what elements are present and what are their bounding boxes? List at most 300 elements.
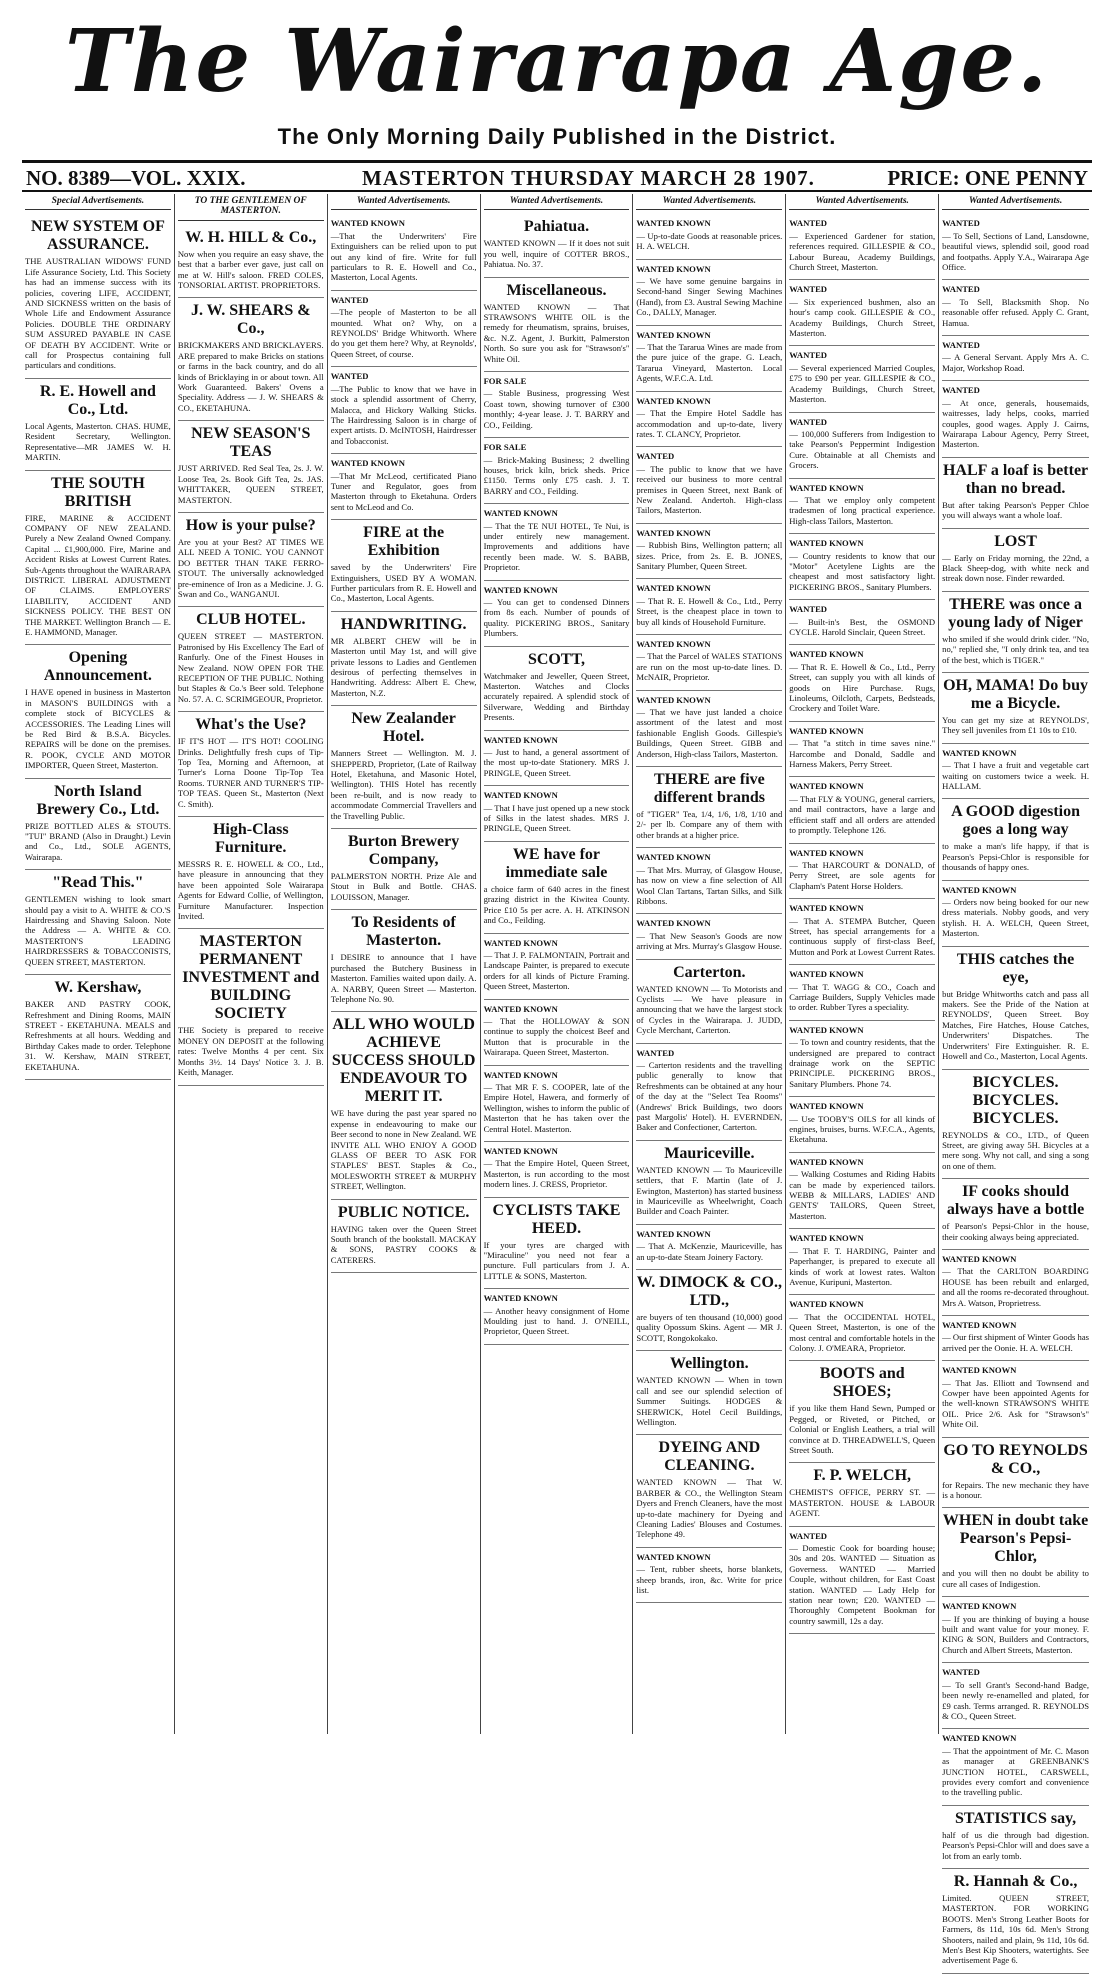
ad-title: THERE are five different brands [653,771,765,807]
ad-body: Are you at your Best? AT TIMES WE ALL NEED A TONIC. YOU CANNOT DO BETTER THAN TAKE FERRO-STOUT. The universally acknowledged pre-eminence of Iron as a Medicine. J. G. Swan and Co., WANGANUI. [177,536,324,599]
advertisement [636,1548,782,1604]
ad-body: — That HARCOURT & DONALD, of Perry Street, are sole agents for Clapham's Patent Horse Holders. [789,859,936,891]
ad-title: WANTED [330,294,369,305]
ad-body: — Our first shipment of Winter Goods has arrived per the Oonie. H. A. WELCH. [942,1332,1089,1353]
ad-title: WANTED KNOWN [636,1551,711,1562]
advertisement [178,929,324,1085]
ad-body: I DESIRE to announce that I have purchased the Butchery Business in Masterton. Families waited upon daily. A. A. NARBY, Queen Street — Masterton. Telephone No. 90. [330,952,477,1004]
ad-title: Wellington. [670,1355,749,1373]
ad-body: if you like them Hand Sewn, Pumped or Pegged, or Riveted, or Pitched, or Colonial or English Leathers, a trial will convince at D. THREADWELL'S, Queen Street South. [789,1403,936,1455]
ad-body: and you will then no doubt be ability to cure all cases of Indigestion. [942,1568,1089,1589]
advertisement [331,910,477,1012]
ad-body: — At once, generals, housemaids, waitresses, lady helps, cooks, married couples, good wages. Apply J. Cairns, Wairarapa Labour Agency, Perry Street, Masterton. [942,397,1089,450]
advertisement [484,1289,630,1345]
advertisement [484,842,630,934]
ad-body: — That the CARLTON BOARDING HOUSE has been rebuilt and enlarged, and all the rooms re-decorated throughout. Mrs A. Watson, Proprietress. [942,1266,1089,1308]
ad-title: WANTED [789,416,828,427]
advertisement [942,381,1089,457]
ad-title: North Island Brewery Co., Ltd. [36,782,160,818]
ad-title: WANTED KNOWN [789,847,864,858]
ad-title: What's the Use? [195,716,307,734]
advertisement [789,1361,935,1463]
ad-body: — That the Empire Hotel, Queen Street, Masterton, is run according to the most modern lines. J. CRESS, Proprietor. [483,1158,630,1190]
advertisement [789,600,935,645]
ad-body: — That I have just opened up a new stock of Silks in the latest shades. MRS J. PRINGLE, Queen Street. [483,802,630,834]
ad-title: WANTED KNOWN [483,790,558,801]
ad-title: IF cooks should always have a bottle [946,1183,1085,1219]
ad-body: — That I have a fruit and vegetable cart waiting on customers twice a week. H. HALLAM. [942,760,1089,791]
advertisement [484,786,630,842]
advertisement [636,848,782,914]
ad-title: WANTED KNOWN [483,1146,558,1156]
ad-body: — That we employ only competent tradesmen of long practical experience. High-class Tailors, Masterton. [789,494,936,526]
price-text: PRICE: ONE PENNY [887,166,1088,190]
advertisement [484,214,630,277]
advertisement [484,1142,630,1198]
advertisement [942,947,1089,1070]
ad-body: — Six experienced bushmen, also an hour's camp cook. GILLESPIE & CO., Academy Buildings, Church Street, Masterton. [789,296,936,339]
advertisement [484,1066,630,1142]
advertisement [789,479,935,535]
ad-title: WANTED [789,1530,828,1541]
ad-body: — That Jas. Elliott and Townsend and Cowper have been appointed Agents for the well-known STRAWSON'S WHITE OIL. Price 2/6. Ask for "Strawson's" White Oil. [942,1377,1089,1430]
advertisement [25,645,171,778]
column-4 [481,194,634,1734]
advertisement [942,214,1089,280]
ad-title: "Read This." [52,874,144,892]
ad-body: — 100,000 Sufferers from Indigestion to take Pearson's Peppermint Indigestion Cure. Obtainable at all Chemists and Grocers. [789,428,936,471]
columns-area [22,194,1092,1966]
advertisement [942,1250,1089,1316]
ad-title: BICYCLES. BICYCLES. BICYCLES. [972,1073,1059,1127]
advertisement [789,346,935,412]
advertisement [331,612,477,706]
ad-body: THE AUSTRALIAN WIDOWS' FUND Life Assurance Society, Ltd. This Society has had an immense success with its policies, covering LIFE, ACCIDENT, AND SICKNESS written on the basis of Whole Life and Endowment Assurance Policies. DOUBLE THE ORDINARY SUM ASSURED PAYABLE IN CASE OF DEATH BY ACCIDENT. Write or call for Prospectus containing full particulars and conditions. [25,256,171,371]
advertisement [178,817,324,929]
ad-title: Carterton. [673,963,746,981]
advertisement [25,471,171,646]
ad-body: BAKER AND PASTRY COOK, Refreshment and Dining Rooms, MAIN STREET - EKETAHUNA. MEALS and Refreshments at all hours. Wedding and Birthday Cakes made to order. Telephone 31. W. Kershaw, MAIN STREET, EKETAHUNA. [25,999,171,1072]
advertisement [636,214,782,259]
ad-title: WANTED KNOWN [789,725,864,736]
ad-body: JUST ARRIVED. Red Seal Tea, 2s. J. W. Loose Tea, 2s. Book Gift Tea, 2s. JAS. WHITTAKER, QUEEN STREET, MASTERTON. [177,463,324,505]
ad-title: WANTED [942,340,980,351]
ad-title: WANTED [942,1667,980,1678]
ad-body: — That the Parcel of WALES STATIONS are run on the most up-to-date lines. D. McNAIR, Proprietor. [636,651,783,683]
ad-body: — That T. WAGG & CO., Coach and Carriage Builders, Supply Vehicles made to order. Rubber Tyres a speciality. [789,981,936,1013]
advertisement [484,1000,630,1066]
advertisement [484,647,630,731]
advertisement [484,278,630,372]
ad-title: WANTED [942,385,980,396]
ad-body: GENTLEMEN wishing to look smart should pay a visit to A. WHITE & CO.'S Hairdressing and Shaving Saloon. Note the Address — A. WHITE & CO. MASTERTON'S LEADING HAIRDRESSERS & TOBACCONISTS, QUEEN STREET, MASTERTON. [25,894,171,967]
advertisement [789,1463,935,1526]
ad-body: WANTED KNOWN — When in town call and see our splendid selection of Summer Suitings. HODGES & SHERWICK, Hotel Cecil Buildings, Wellington. [636,1375,783,1427]
ad-body: for Repairs. The new mechanic they have is a honour. [942,1479,1089,1501]
advertisement [789,899,935,965]
ad-title: WANTED KNOWN [789,482,864,493]
advertisement [789,1153,935,1229]
advertisement [636,447,782,523]
advertisement [789,645,935,721]
ad-body: — Up-to-date Goods at reasonable prices. H. A. WELCH. [636,230,783,252]
ad-title: WANTED KNOWN [636,639,711,649]
advertisement [942,1663,1089,1729]
ad-title: WANTED [789,350,828,361]
advertisement [789,1527,935,1635]
ad-title: WANTED KNOWN [636,395,711,406]
ad-title: FIRE at the Exhibition [363,524,445,560]
ad-title: WANTED [789,218,828,229]
ad-title: WANTED KNOWN [483,1293,558,1304]
advertisement [942,1361,1089,1437]
ad-body: PRIZE BOTTLED ALES & STOUTS. "TUI" BRAND (Also in Draught.) Levin and Co., Ltd., SOLE AGENTS, Wairarapa. [25,820,171,862]
ad-title: WANTED KNOWN [942,1319,1017,1330]
advertisement [178,513,324,607]
advertisement [331,367,477,454]
advertisement [25,379,171,471]
ad-body: — To sell Grant's Second-hand Badge, been newly re-enamelled and plated, for £9 cash. Terms arranged. R. REYNOLDS & CO., Queen Street. [942,1679,1089,1721]
dateline-bar [22,164,1092,190]
ad-body: — That A. STEMPA Butcher, Queen Street, has special arrangements for a continuous supply of first-class Beef, Mutton and Pork at Lowest Current Rates. [789,915,936,957]
ad-body: — Brick-Making Business; 2 dwelling houses, brick kiln, brick sheds. Price £1150. Terms only £75 cash. J. T. BARRY and CO., Feilding. [483,454,630,496]
ad-title: WANTED KNOWN [942,747,1017,758]
ad-body: — Stable Business, progressing West Coast town, showing turnover of £300 monthly; 4-year lease. J. T. BARRY and CO., Feilding. [483,388,630,430]
advertisement [942,1597,1089,1663]
ad-body: — That R. E. Howell & Co., Ltd., Perry Street, is the cheapest place in town to buy all kinds of Household Furniture. [636,595,783,627]
advertisement [636,635,782,691]
column-heading: Wanted Advertisements. [331,194,477,210]
ad-body: —The Public to know that we have in stock a splendid assortment of Cherry, Malacca, and Hickory Walking Sticks. The Hairdressing Saloon is in charge of expert artists. D. McINTOSH, Hairdresser and Tobacconist. [330,383,477,446]
advertisement [789,1229,935,1295]
ad-title: WHEN in doubt take Pearson's Pepsi-Chlor, [942,1512,1089,1566]
ad-title: WANTED [789,604,828,615]
ad-title: WANTED [942,284,980,295]
ad-title: WANTED [789,284,828,295]
ad-body: — That J. P. FALMONTAIN, Portrait and Landscape Painter, is prepared to execute orders for all kinds of Picture Framing. Queen Street, Masterton. [483,949,630,992]
ad-body: — That we have just landed a choice assortment of the latest and most fashionable English Goods. Gillespie's Buildings, Queen Street. GIBB and Anderson, High-class Tailors, Masterton. [636,707,783,759]
dateline-text: MASTERTON THURSDAY MARCH 28 1907. [362,166,815,190]
ad-body: QUEEN STREET — MASTERTON. Patronised by His Excellency The Earl of Ranfurly. One of the Finest Houses in New Zealand. NOW OPEN FOR THE RECEPTION OF THE PUBLIC. Nothing but Staples & Co.'s Beer sold. Telephone No. 57. A. C. SCRIMGEOUR, Proprietor. [177,631,324,704]
ad-body: — That FLY & YOUNG, general carriers, and mail contractors, have a large and efficient staff and all orders are attended to promptly. Telephone 126. [789,793,936,836]
ad-title: WANTED KNOWN [789,1156,864,1167]
ad-title: PUBLIC NOTICE. [337,1203,470,1221]
ad-body: IF IT'S HOT — IT'S HOT! COOLING Drinks. Delightfully fresh cups of Tip-Top Tea, Morning and Afternoon, at Turner's Lorna Doone Tip-Top Tea Rooms. TURNER AND TURNER'S TIP-TOP TEAS. Queen St., Masterton (Next C. Smith). [177,736,324,809]
advertisement [331,1012,477,1199]
ad-title: WANTED KNOWN [483,937,558,948]
advertisement [789,722,935,778]
ad-title: MASTERTON PERMANENT INVESTMENT and BUILDING SOCIETY [182,933,320,1023]
advertisement [942,1179,1089,1250]
ad-title: WANTED KNOWN [483,508,558,519]
ad-title: WANTED KNOWN [942,1733,1017,1744]
advertisement [942,1729,1089,1805]
advertisement [178,421,324,513]
ad-title: WANTED KNOWN [789,1299,864,1310]
ad-body: — Tent, rubber sheets, horse blankets, sheep brands, iron, &c. Write for price list. [636,1564,783,1595]
ad-body: PALMERSTON NORTH. Prize Ale and Stout in Bulk and Bottle. CHAS. LOUISSON, Manager. [330,871,477,902]
column-heading: Wanted Advertisements. [636,194,782,210]
column-heading: Special Advertisements. [25,194,171,210]
ad-title: WANTED [942,218,980,229]
advertisement [789,413,935,479]
advertisement [636,524,782,580]
ad-title: WANTED KNOWN [789,969,864,980]
ad-title: ALL WHO WOULD ACHIEVE SUCCESS SHOULD ENDEAVOUR TO MERIT IT. [331,1016,476,1106]
ad-title: NEW SEASON'S TEAS [191,425,311,461]
ad-body: Now when you require an easy shave, the best that a barber ever gave, just call on me at W. Hill's saloon. FRED COLES, TONSORIAL ARTIST. PROPRIETORS. [177,248,324,291]
ad-body: WANTED KNOWN — That W. BARBER & CO., the Wellington Steam Dyers and French Cleaners, have the most up-to-date machinery for Dyeing and Cleaning Ladies' Blouses and Costumes. Telephone 49. [636,1477,783,1540]
ad-body: WANTED KNOWN — That STRAWSON'S WHITE OIL is the remedy for rheumatism, sprains, bruises, &c. N.Z. Agent, J. Burkitt, Palmerston North. So sure you ask for "Strawson's" White Oil. [483,301,630,364]
ad-title: WANTED [636,451,675,462]
ad-title: FOR SALE [483,442,527,453]
ad-body: saved by the Underwriters' Fire Extinguishers, USED BY A WOMAN. Further particulars from R. E. Howell and Co., Masterton, Local Agents. [330,562,477,604]
advertisement [636,1351,782,1435]
ad-title: WANTED KNOWN [789,538,864,549]
advertisement [636,1270,782,1351]
ad-body: of Pearson's Pepsi-Chlor in the house, their cooking always being appreciated. [942,1221,1089,1242]
ad-title: HALF a loaf is better than no bread. [942,461,1089,497]
ad-title: Miscellaneous. [506,281,607,299]
ad-title: WANTED KNOWN [483,1069,558,1080]
advertisement [942,529,1089,592]
ad-body: — That the OCCIDENTAL HOTEL, Queen Street, Masterton, is one of the most central and comfortable hotels in the Colony. J. O'MEARA, Proprietor. [789,1311,936,1353]
ad-title: WANTED KNOWN [483,1003,558,1014]
ad-body: — If you are thinking of buying a house built and want value for your money. F. KING & SON, Builders and Contractors, Church and Albert Streets, Masterton. [942,1613,1089,1655]
ad-body: But after taking Pearson's Pepper Chloe you will always want a whole loaf. [942,499,1089,521]
ad-title: WANTED KNOWN [636,852,711,863]
advertisement [484,372,630,438]
advertisement [636,914,782,959]
ad-body: WANTED KNOWN — To Mauriceville settlers, that F. Martin (late of J. Ewington, Masterton) has started business in Mauriceville as Wheelwright, Coach Builder and Coach Painter. [636,1164,783,1217]
ad-title: W. Kershaw, [54,979,142,997]
advertisement [942,799,1089,880]
ad-body: — That F. T. HARDING, Painter and Paperhanger, is prepared to execute all kinds of work at lowest rates. Walton Avenue, Kuripuni, Masterton. [789,1245,936,1287]
ad-body: WE have during the past year spared no expense in endeavouring to make our Beer second to none in New Zealand. WE INVITE ALL WHO ENJOY A GOOD GLASS OF BEER TO ASK FOR STAPLES' BEST. Staples & Co., MOLESWORTH STREET & MURPHY STREET, Wellington. [330,1108,477,1192]
advertisement [789,844,935,900]
ad-body: — To town and country residents, that the undersigned are prepared to contract drainage work on the SEPTIC PRINCIPLE. PICKERING BROS., Sanitary Plumbers. Phone 74. [789,1037,936,1089]
advertisement [636,960,782,1044]
ad-body: — Built-in's Best, the OSMOND CYCLE. Harold Sinclair, Queen Street. [789,616,936,637]
ad-title: WANTED KNOWN [330,458,405,469]
ad-title: WANTED KNOWN [636,694,711,705]
ad-body: Limited. QUEEN STREET, MASTERTON. FOR WORKING BOOTS. Men's Strong Leather Boots for Farmers, 8s 11d, 10s 6d. Men's Strong Shooters, nailed and plain, 9s 11d, 10s 6d. Men's Best Kip Shooters, watertights. See advertisement Page 6. [942,1892,1089,1966]
advertisement [636,1225,782,1270]
advertisement [25,975,171,1080]
ad-body: — That MR F. S. COOPER, late of the Empire Hotel, Hawera, and formerly of Wellington, wishes to inform the public of Masterton that he has taken over the Central Hotel. Masterton. [483,1081,630,1134]
ad-title: A GOOD digestion goes a long way [951,803,1081,839]
ad-body: — To Sell, Sections of Land, Lansdowne, beautiful views, splendid soil, good road and footpaths. Apply Y.A., Wairarapa Age Office. [942,230,1089,273]
advertisement [942,1806,1089,1869]
ad-title: OH, MAMA! Do buy me a Bicycle. [943,676,1088,712]
advertisement [942,336,1089,381]
advertisement [178,712,324,817]
advertisement [331,706,477,829]
ad-body: MESSRS R. E. HOWELL & CO., Ltd., have pleasure in announcing that they have been appointed Sole Wairarapa Agents for Edward Collie, of Wellington, Furniture Manufacturer. Inspection Invited. [177,859,324,922]
advertisement [331,520,477,612]
ad-title: WANTED KNOWN [789,1024,864,1035]
advertisement [789,965,935,1021]
ad-body: — That R. E. Howell & Co., Ltd., Perry Street, can supply you with all kinds of goods on Hire Purchase. Rugs, Linoleums, Oilcloth, Carpets, Bedsteads, Crockery and Toilet Ware. [789,661,936,714]
advertisement [484,731,630,787]
ad-title: Mauriceville. [664,1144,755,1162]
column-heading: Wanted Advertisements. [942,194,1089,210]
ad-title: WANTED [636,1047,675,1058]
ad-body: — Carterton residents and the travelling public generally to know that Refreshments can be obtained at any hour of the day at the "Select Tea Rooms" (Andrews' Brick Buildings, two doors past Margolis' Hotel). H. EVERNDEN, Baker and Confectioner, Carterton. [636,1059,783,1133]
ad-body: — Another heavy consignment of Home Moulding just to hand. J. O'NEILL, Proprietor, Queen Street. [483,1305,630,1337]
ad-title: R. E. Howell and Co., Ltd. [39,382,156,418]
ad-body: half of us die through bad digestion. Pearson's Pepsi-Chlor will and does save a lot from an early tomb. [942,1829,1089,1861]
advertisement [331,454,477,520]
ad-body: — That the Tararua Wines are made from the pure juice of the grape. G. Leach, Tararua Vineyard, Masterton. Local Agents, W.F.C.A. Ltd. [636,342,783,384]
advertisement [25,870,171,975]
ad-body: — Just to hand, a general assortment of the most up-to-date Stationery. MRS J. PRINGLE, Queen Street. [483,747,630,778]
ad-body: — Early on Friday morning, the 22nd, a Black Sheep-dog, with white neck and streak down nose. Finder rewarded. [942,552,1089,584]
ad-body: If your tyres are charged with "Miraculine" you need not fear a puncture. Full particulars from J. A. LITTLE & SONS, Masterton. [483,1239,630,1281]
advertisement [942,1438,1089,1509]
advertisement [25,214,171,378]
ad-body: — Domestic Cook for boarding house; 30s and 20s. WANTED — Situation as Governess. WANTED — Married Couple, without children, for East Coast station. WANTED — Lady Help for station near town; £20. WANTED — Thoroughly Competent Bookman for country sawmill, 12s a day. [789,1543,936,1626]
ad-body: —That Mr McLeod, certificated Piano Tuner and Regulator, goes from Masterton through to Eketahuna. Orders sent to McLeod and Co. [330,470,477,512]
ad-title: WANTED KNOWN [636,527,711,538]
ad-body: BRICKMAKERS AND BRICKLAYERS. ARE prepared to make Bricks on stations or farms in the back country, and do all kinds of Bricklaying in or about town. All Work Guaranteed. Bakers' Ovens a Speciality. Address — J. W. SHEARS & CO., EKETAHUNA. [177,340,324,413]
masthead-tagline: The Only Morning Daily Published in the District. [277,124,837,149]
ad-body: — Several experienced Married Couples, £75 to £90 per year. GILLESPIE & CO., Academy Buildings, Church Street, Masterton. [789,362,936,405]
ad-title: WANTED KNOWN [942,1253,1017,1264]
advertisement [331,291,477,367]
ad-title: W. H. HILL & Co., [185,228,317,246]
ad-body: — That Mrs. Murray, of Glasgow House, has now on view a fine selection of All Wool Clan Tartans, Tartan Silks, and Silk Ribbons. [636,864,783,906]
column-6 [786,194,939,1734]
advertisement [178,298,324,421]
advertisement [942,1316,1089,1361]
ad-title: To Residents of Masterton. [351,914,456,950]
ad-body: — Walking Costumes and Riding Habits can be made by experienced tailors. WEBB & MILLARS, LADIES' AND GENTS' TAILORS, Queen Street, Masterton. [789,1169,936,1221]
advertisement [789,534,935,600]
ad-body: Local Agents, Masterton. CHAS. HUME, Resident Secretary, Wellington. Representative—MR JAMES W. H. MARTIN. [25,420,171,463]
advertisement [178,607,324,712]
ad-body: — We have some genuine bargains in Second-hand Singer Sewing Machines (Hand), from £3. Austral Sewing Machine Co., DALLY, Manager. [636,276,783,318]
advertisement [789,1097,935,1153]
advertisement [484,504,630,580]
ad-body: You can get my size at REYNOLDS', They sell juveniles from £1 10s to £10. [942,714,1089,736]
ad-body: — Rubbish Bins, Wellington pattern; all sizes. Price, from 2s. E. B. JONES, Sanitary Plumber, Queen Street. [636,540,783,571]
advertisement [789,777,935,843]
masthead-title: The Wairarapa Age. [64,11,1050,112]
advertisement [942,744,1089,800]
ad-title: Opening Announcement. [43,649,152,685]
ad-title: GO TO REYNOLDS & CO., [943,1441,1088,1477]
ad-title: W. DIMOCK & CO., LTD., [636,1274,782,1310]
advertisement [942,1869,1089,1974]
ad-body: HAVING taken over the Queen Street South branch of the bookstall. MACKAY & SONS, PASTRY COOKS & CATERERS. [330,1223,477,1265]
ad-title: WANTED KNOWN [942,1365,1017,1376]
advertisement [178,225,324,299]
ad-title: FOR SALE [483,376,527,387]
ad-title: WANTED KNOWN [789,1101,864,1112]
advertisement [484,581,630,647]
ad-body: — The public to know that we have received our business to more central premises in Queen Street, next Bank of New Zealand. Andertoh. High-class Tailors, Masterton. [636,463,783,516]
ad-body: — That A. McKenzie, Mauriceville, has an up-to-date Steam Joinery Factory. [636,1241,783,1262]
column-2 [175,194,328,1734]
ad-title: THIS catches the eye, [956,950,1075,986]
advertisement [636,1141,782,1225]
column-3 [328,194,481,1734]
ad-body: but Bridge Whitworths catch and pass all makers. See the Pride of the Nation at REYNOLDS', Queen Street. Boy Matches, Fire Hatches, House Catches, Underwriters' Dispatches. The Underwriters' Fire Extinguisher. R. E. Howell and Co., Masterton, Local Agents. [942,988,1089,1062]
ad-body: MR ALBERT CHEW will be in Masterton until May 1st, and will give private lessons to Ladies and Gentlemen desirous of perfecting themselves in Handwriting. Address: Albert E. Chew, Masterton, N.Z. [330,635,477,698]
ad-title: WANTED KNOWN [789,1233,864,1244]
column-heading: TO THE GENTLEMEN OF MASTERTON. [178,194,324,221]
advertisement [789,280,935,346]
ad-body: — That "a stitch in time saves nine." Harcombe and Donald, Saddle and Harness Makers, Perry Street. [789,738,936,770]
advertisement [789,214,935,280]
ad-title: WANTED KNOWN [483,734,558,745]
ad-body: — Country residents to know that our "Motor" Acetylene Lights are the cheapest and most satisfactory light. PICKERING BROS., Sanitary Plumbers. [789,550,936,592]
ad-title: WANTED KNOWN [636,918,711,929]
ad-body: who smiled if she would drink cider. "No, no," replied she, "I only drink tea, and tea of the best, which is TIGER." [942,633,1089,665]
ad-title: High-Class Furniture. [212,821,289,857]
advertisement [942,1508,1089,1597]
ad-body: a choice farm of 640 acres in the finest grazing district in the Kiwitea County. Price £10 5s per acre. A. H. ATKINSON and Co., Feilding. [483,883,630,926]
ad-title: F. P. WELCH, [813,1467,912,1485]
ad-title: STATISTICS say, [954,1809,1077,1827]
masthead-rule-top [22,160,1092,163]
ad-title: WANTED [330,371,369,382]
ad-title: HANDWRITING. [340,615,467,633]
advertisement [636,1044,782,1141]
ad-body: are buyers of ten thousand (10,000) good quality Opossum Skins. Agent — MR J. SCOTT, Rongokokako. [636,1312,783,1343]
advertisement [636,691,782,767]
ad-body: WANTED KNOWN — If it does not suit you well, inquire of COTTER BROS., Pahiatua. No. 37. [483,238,630,270]
ad-body: — Use TOOBY'S OILS for all kinds of engines, bruises, burns. W.F.C.A., Agents, Eketahuna. [789,1113,936,1145]
advertisement [636,579,782,635]
ad-body: — That the appointment of Mr. C. Mason as manager at GREENBANK'S JUNCTION HOTEL, CARSWELL, provides every comfort and convenience to the travelling public. [942,1745,1089,1798]
ad-body: — You can get to condensed Dinners from 8s each. Number of pounds of quality. PICKERING BROS., Sanitary Plumbers. [483,596,630,639]
ad-title: Pahiatua. [523,218,590,236]
ad-body: — That New Season's Goods are now arriving at Mrs. Murray's Glasgow House. [636,930,783,952]
ad-title: WANTED KNOWN [636,263,711,274]
issue-number: NO. 8389—VOL. XXIX. [26,166,246,190]
ad-body: — That the Empire Hotel Saddle has accommodation and up-to-date, livery rates. T. CLANCY, Proprietor. [636,408,783,439]
ad-body: — Orders now being booked for our new dress materials. Nobby goods, and very stylish. H. A. WELCH, Queen Street, Masterton. [942,897,1089,939]
ad-title: LOST [994,532,1037,550]
ad-body: Watchmaker and Jeweller, Queen Street, Masterton. Watches and Clocks accurately repaired. A splendid stock of Silverware, Wedding and Birthday Presents. [483,670,630,723]
advertisement [636,767,782,848]
column-heading: Wanted Advertisements. [789,194,935,210]
ad-body: I HAVE opened in business in Masterton in MASON'S BUILDINGS with a complete stock of BICYCLES & ACCESSORIES. The Leading Lines will be Red Bird & B.S.A. Bicycles. REPAIRS will be done on the premises. R. POOK, CYCLE AND MOTOR IMPORTER, Queen Street, Masterton. [25,687,171,771]
advertisement [484,934,630,1000]
ad-title: CYCLISTS TAKE HEED. [492,1201,621,1237]
ad-body: of "TIGER" Tea, 1/4, 1/6, 1/8, 1/10 and 2/- per lb. Compare any of them with other brands at a higher price. [636,809,783,840]
advertisement [484,438,630,504]
ad-title: J. W. SHEARS & Co., [190,302,311,338]
advertisement [636,392,782,448]
ad-body: — To Sell, Blacksmith Shop. No reasonable offer refused. Apply C. Grant, Hamua. [942,296,1089,328]
ad-title: SCOTT, [527,650,586,668]
ad-title: New Zealander Hotel. [351,710,456,746]
advertisement [942,673,1089,744]
ad-title: Burton Brewery Company, [348,833,460,869]
ad-title: WANTED KNOWN [942,1601,1017,1612]
ad-body: — A General Servant. Apply Mrs A. C. Major, Workshop Road. [942,352,1089,373]
ad-title: WANTED KNOWN [789,649,864,660]
advertisement [789,1021,935,1097]
ad-title: WANTED KNOWN [942,884,1017,895]
ad-title: NEW SYSTEM OF ASSURANCE. [30,218,165,254]
ad-body: CHEMIST'S OFFICE, PERRY ST. — MASTERTON. HOUSE & LABOUR AGENT. [789,1487,936,1519]
advertisement [636,326,782,392]
ad-body: — Experienced Gardener for station, references required. GILLESPIE & CO., Labour Bureau, Academy Buildings, Church Street, Masterton. [789,230,936,273]
